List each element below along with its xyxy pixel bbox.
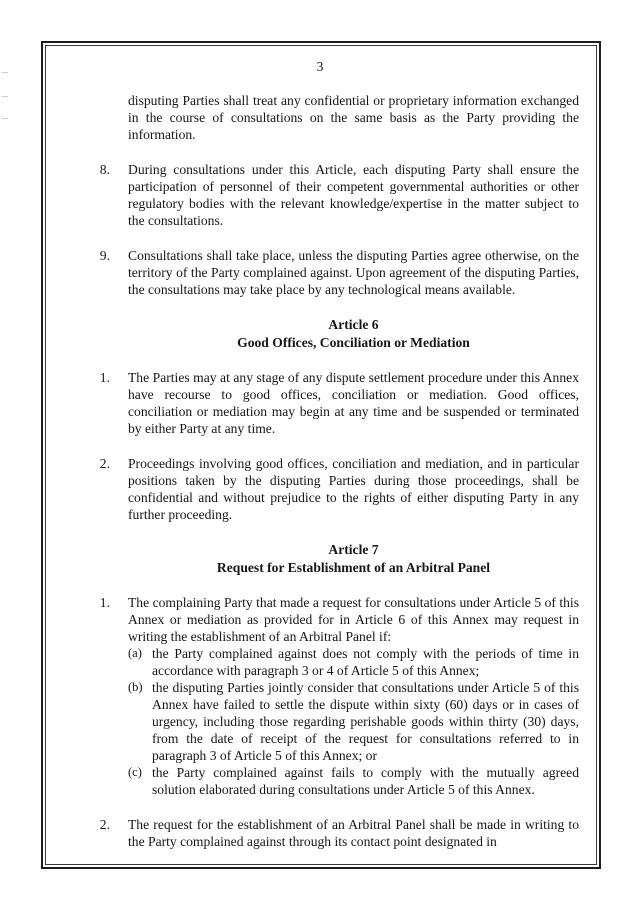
article-title: Good Offices, Conciliation or Mediation — [237, 335, 470, 350]
sub-clause-label: (b) — [128, 680, 143, 694]
sub-clause-a — [128, 645, 579, 679]
sub-clause-text: the Party complained against does not comply with the periods of time in accordance with paragraph 3 or 4 of Article 5 of this Annex; — [152, 646, 579, 678]
clause-text: Proceedings involving good offices, conciliation and mediation, and in particular positions taken by the disputing Parties during those proceedings, shall be confidential and without prejudice to the rights of either disputing Party in any further proceeding. — [128, 456, 579, 522]
clause-number: 2. — [99, 456, 110, 471]
sub-clause-c — [128, 764, 579, 798]
page-number: 3 — [316, 59, 324, 74]
clause-text: During consultations under this Article, each disputing Party shall ensure the participation of personnel of their competent governmental authorities or other regulatory bodies with the relevant knowledge/expertise in the matter subject to the consultations. — [128, 162, 579, 228]
sub-clause-text: the disputing Parties jointly consider that consultations under Article 5 of this Annex have failed to settle the dispute within sixty (60) days or in cases of urgency, including those regarding perishable goods within thirty (30) days, from the date of receipt of the request for consultations referred to in paragraph 3 of Article 5 of this Annex; or — [152, 680, 579, 763]
sub-clause-label: (c) — [128, 765, 142, 779]
article-7-clause-2 — [96, 816, 579, 850]
article-6-clause-2 — [96, 455, 579, 523]
scan-margin-mark — [2, 96, 8, 97]
clause-number: 8. — [99, 162, 110, 177]
clause-number: 1. — [99, 370, 110, 385]
article-7-clause-1 — [96, 594, 579, 798]
scan-margin-mark — [2, 118, 8, 119]
clause-text: Consultations shall take place, unless the disputing Parties agree otherwise, on the territory of the Party complained against. Upon agreement of the disputing Parties, the consultations may take place by any technological means available. — [128, 248, 579, 297]
clause-text: The complaining Party that made a request for consultations under Article 5 of this Annex or mediation as provided for in Article 6 of this Annex may request in writing the establishment of an Arbitral Panel if: — [128, 595, 579, 644]
article-number: Article 6 — [328, 317, 379, 332]
clause-number: 1. — [99, 595, 110, 610]
clause-text: The request for the establishment of an Arbitral Panel shall be made in writing to the Party complained against through its contact point designated in — [128, 817, 579, 849]
article-number: Article 7 — [328, 542, 379, 557]
document-body — [96, 92, 579, 868]
clause-9 — [96, 247, 579, 298]
article-7-heading — [128, 541, 579, 577]
article-6-clause-1 — [96, 369, 579, 437]
article-6-heading — [128, 316, 579, 352]
article-title: Request for Establishment of an Arbitral Panel — [216, 560, 491, 575]
clause-number: 2. — [99, 817, 110, 832]
clause-8 — [96, 161, 579, 229]
continuation-paragraph: disputing Parties shall treat any confidential or proprietary information exchanged in the course of consultations on the same basis as the Party providing the information. — [128, 93, 579, 142]
clause-number: 9. — [99, 248, 110, 263]
clause-text: The Parties may at any stage of any dispute settlement procedure under this Annex have recourse to good offices, conciliation or mediation. Good offices, conciliation or mediation may begin at any time and be suspended or terminated by either Party at any time. — [128, 370, 579, 436]
sub-clause-b — [128, 679, 579, 764]
sub-clause-text: the Party complained against fails to comply with the mutually agreed solution elaborated during consultations under Article 5 of this Annex. — [152, 765, 579, 797]
sub-clause-label: (a) — [128, 646, 142, 660]
